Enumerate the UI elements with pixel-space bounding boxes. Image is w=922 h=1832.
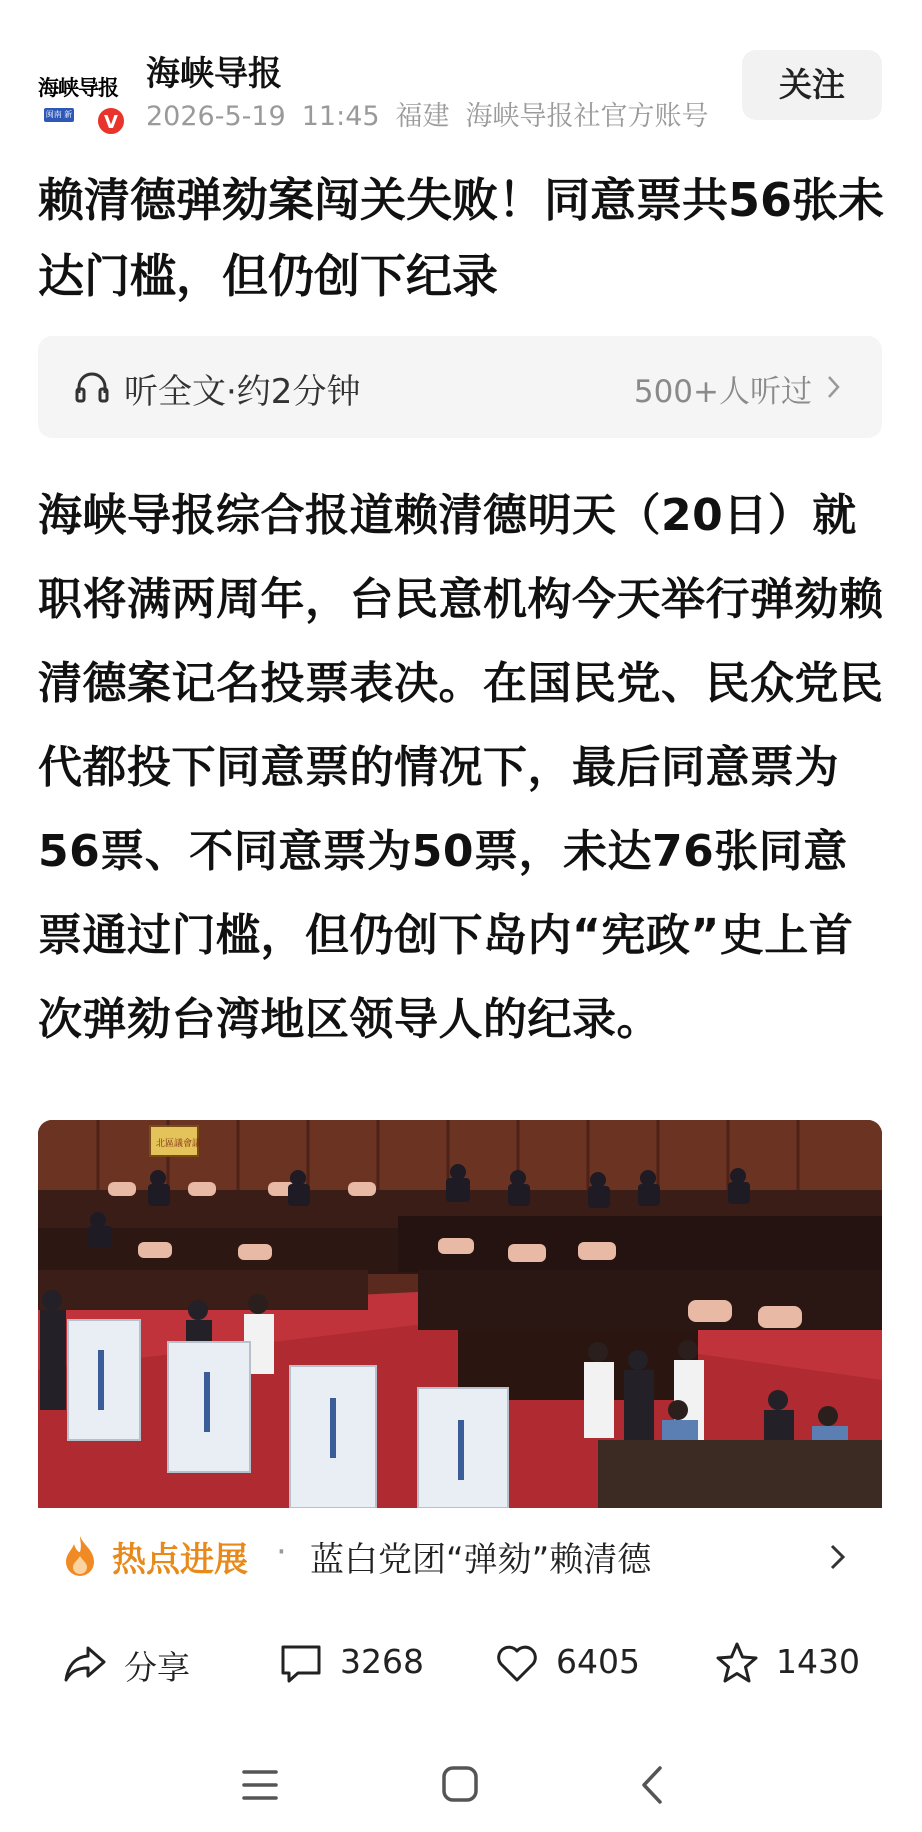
post-time: 11:45 <box>301 101 380 132</box>
share-button[interactable] <box>62 1620 232 1706</box>
like-button[interactable] <box>494 1620 664 1706</box>
account-meta <box>146 94 725 133</box>
likes-count: 6405 <box>556 1642 640 1681</box>
home-icon[interactable] <box>430 1760 490 1810</box>
heart-icon <box>494 1640 540 1686</box>
hot-topic-label: 热点进展 <box>112 1540 248 1580</box>
article-title: 赖清德弹劾案闯关失败！同意票共56张未达门槛，但仍创下纪录 <box>38 173 885 303</box>
back-icon[interactable] <box>622 1760 682 1810</box>
account-description: 海峡导报社官方账号 <box>465 101 709 132</box>
hot-topic-bar[interactable] <box>38 1512 882 1602</box>
photo-sign-text: 北區議會議 <box>156 1139 202 1149</box>
flame-icon <box>62 1534 98 1578</box>
chevron-right-icon <box>828 1540 848 1574</box>
system-navigation-bar <box>0 1742 922 1832</box>
comment-icon <box>278 1640 324 1686</box>
hot-topic-separator: · <box>276 1532 287 1572</box>
account-avatar[interactable] <box>38 58 126 132</box>
favorites-count: 1430 <box>776 1642 860 1681</box>
comment-button[interactable] <box>278 1620 448 1706</box>
share-label: 分享 <box>124 1648 190 1687</box>
headphone-icon <box>74 369 110 405</box>
legislature-voting-image <box>38 1120 882 1508</box>
chevron-right-icon <box>824 370 844 404</box>
article-body: 海峡导报综合报道赖清德明天（20日）就职将满两周年，台民意机构今天举行弹劾赖清德案记名投票表决。在国民党、民众党民代都投下同意票的情况下，最后同意票为56票、不同意票为50票，未达76张同意票通过门槛，但仍创下岛内“宪政”史上首次弹劾台湾地区领导人的纪录。 <box>38 490 884 1045</box>
article-photo[interactable] <box>38 1120 882 1508</box>
listen-count: 500+人听过 <box>633 374 812 410</box>
recent-apps-icon[interactable] <box>230 1760 290 1810</box>
post-date: 2026-5-19 <box>146 101 286 132</box>
listen-full-text-bar[interactable] <box>38 336 882 438</box>
favorite-button[interactable] <box>714 1620 884 1706</box>
hot-topic-title: 蓝白党团“弹劾”赖清德 <box>310 1540 652 1580</box>
action-bar <box>0 1620 922 1706</box>
logo-subtag: 闽南 新闻 <box>45 110 73 133</box>
account-name[interactable]: 海峡导报 <box>146 54 282 94</box>
comments-count: 3268 <box>340 1642 424 1681</box>
article-header <box>0 44 922 140</box>
listen-label: 听全文·约2分钟 <box>124 372 361 412</box>
verified-badge-icon: V <box>96 106 126 136</box>
follow-button[interactable]: 关注 <box>742 50 882 120</box>
share-icon <box>62 1640 108 1686</box>
post-location: 福建 <box>395 101 450 132</box>
star-icon <box>714 1640 760 1686</box>
logo-wordmark: 海峡导报 <box>38 75 118 100</box>
